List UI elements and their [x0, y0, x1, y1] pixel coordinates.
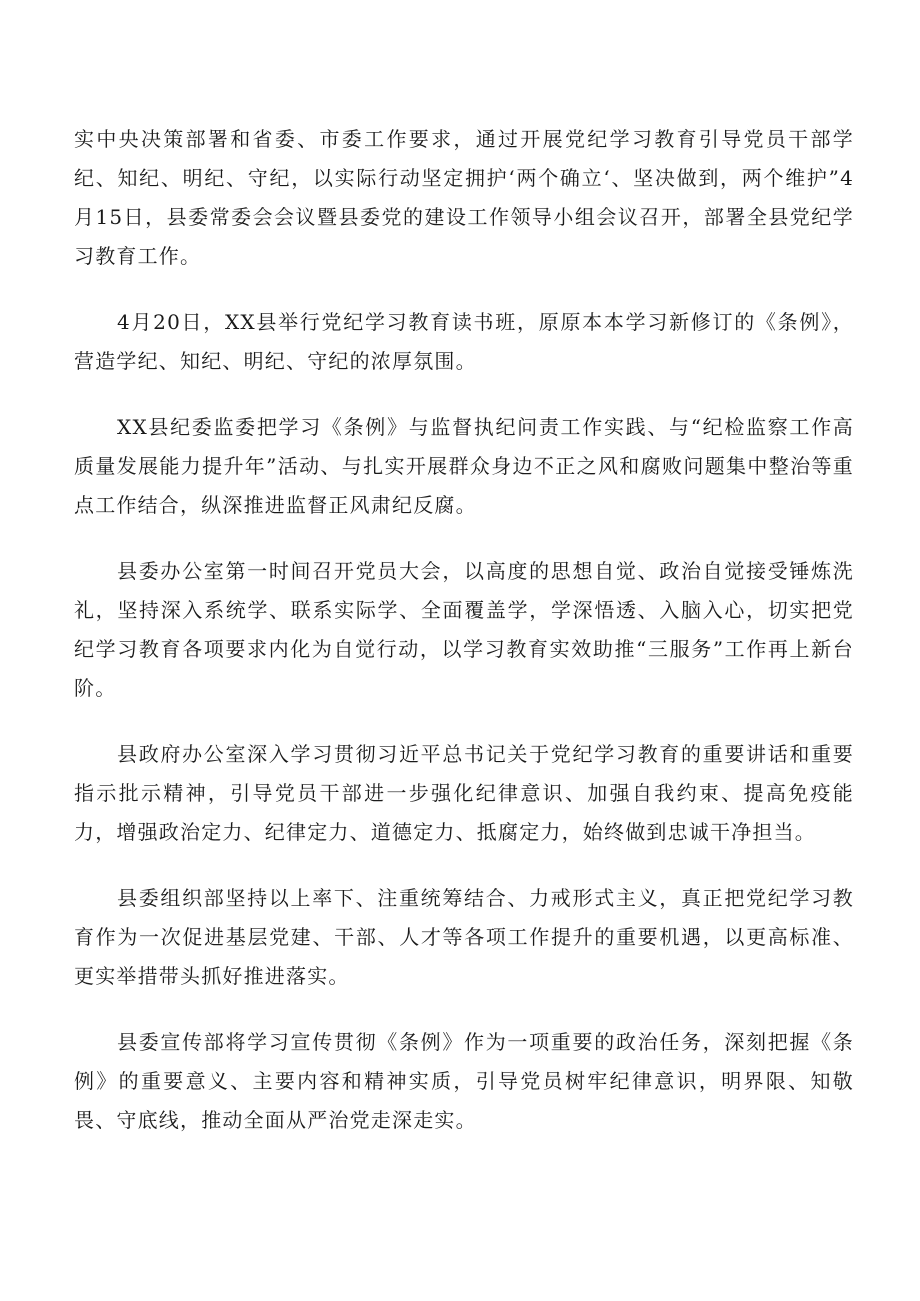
paragraph-continuation: 实中央决策部署和省委、市委工作要求，通过开展党纪学习教育引导党员干部学纪、知纪、明纪、守纪，以实际行动坚定拥护‘两个确立‘、坚决做到，两个维护”4月15日，县委常委会会议暨县委党的建设工作领导小组会议召开，部署全县党纪学习教育工作。	[74, 127, 854, 268]
document-body	[74, 120, 854, 1167]
paragraph-party-committee-office: 县委办公室第一时间召开党员大会，以高度的思想自觉、政治自觉接受锤炼洗礼，坚持深入系统学、联系实际学、全面覆盖学，学深悟透、入脑入心，切实把党纪学习教育各项要求内化为自觉行动，以学习教育实效助推“三服务”工作再上新台阶。	[74, 559, 854, 700]
paragraph-organization-department: 县委组织部坚持以上率下、注重统筹结合、力戒形式主义，真正把党纪学习教育作为一次促进基层党建、干部、人才等各项工作提升的重要机遇，以更高标准、更实举措带头抓好推进落实。	[74, 886, 854, 988]
paragraph-discipline-commission: XX县纪委监委把学习《条例》与监督执纪问责工作实践、与“纪检监察工作高质量发展能力提升年”活动、与扎实开展群众身边不正之风和腐败问题集中整治等重点工作结合，纵深推进监督正风肃纪反腐。	[74, 415, 854, 517]
paragraph-government-office: 县政府办公室深入学习贯彻习近平总书记关于党纪学习教育的重要讲话和重要指示批示精神，引导党员干部进一步强化纪律意识、加强自我约束、提高免疫能力，增强政治定力、纪律定力、道德定力、抵腐定力，始终做到忠诚干净担当。	[74, 742, 854, 844]
paragraph-reading-class: 4月20日，XX县举行党纪学习教育读书班，原原本本学习新修订的《条例》，营造学纪、知纪、明纪、守纪的浓厚氛围。	[74, 310, 854, 373]
paragraph-publicity-department: 县委宣传部将学习宣传贯彻《条例》作为一项重要的政治任务，深刻把握《条例》的重要意义、主要内容和精神实质，引导党员树牢纪律意识，明界限、知敬畏、守底线，推动全面从严治党走深走实。	[74, 1030, 854, 1132]
